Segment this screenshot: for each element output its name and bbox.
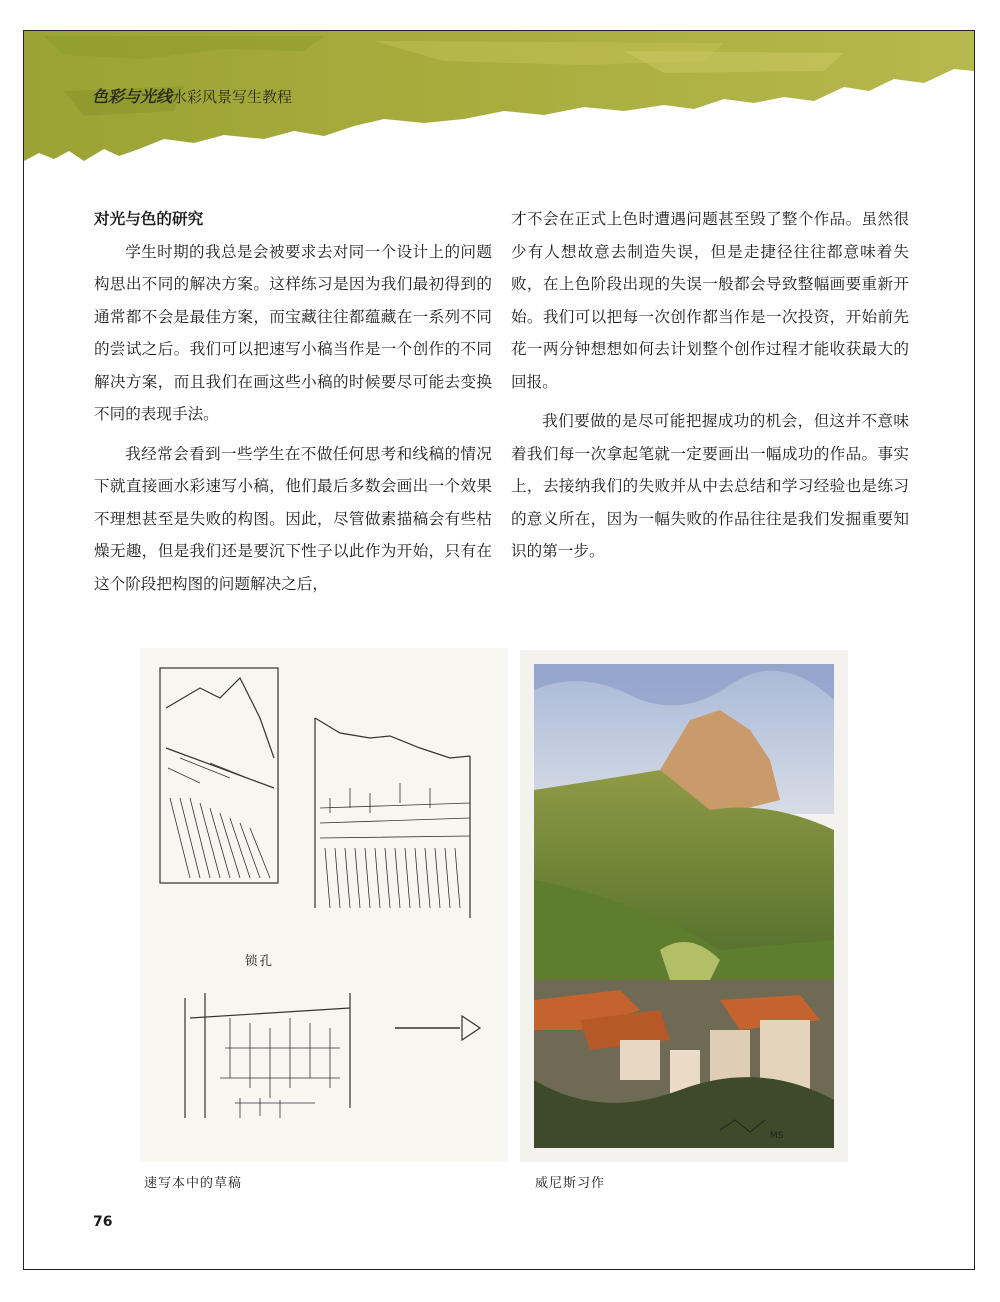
pencil-sketches-image bbox=[140, 648, 508, 1162]
watercolor-painting-figure bbox=[520, 650, 848, 1162]
pencil-sketch-figure bbox=[140, 648, 508, 1162]
book-brand-title: 色彩与光线 bbox=[92, 87, 173, 106]
page-number: 76 bbox=[93, 1214, 113, 1230]
painting-caption: 威尼斯习作 bbox=[535, 1176, 606, 1191]
paragraph: 才不会在正式上色时遭遇问题甚至毁了整个作品。虽然很少有人想故意去制造失误，但是走捷径往往都意味着失败，在上色阶段出现的失误一般都会导致整幅画要重新开始。我们可以把每一次创作都当作是一次投资，开始前先花一两分钟想想如何去计划整个创作过程才能收获最大的回报。 bbox=[511, 210, 909, 391]
right-text-column bbox=[511, 203, 909, 568]
paragraph: 学生时期的我总是会被要求去对同一个设计上的问题构思出不同的解决方案。这样练习是因为我们最初得到的通常都不会是最佳方案，而宝藏往往都蕴藏在一系列不同的尝试之后。我们可以把速写小稿当作是一个创作的不同解决方案，而且我们在画这些小稿的时候要尽可能去变换不同的表现手法。 bbox=[94, 242, 492, 423]
paragraph: 我经常会看到一些学生在不做任何思考和线稿的情况下就直接画水彩速写小稿，他们最后多数会画出一个效果不理想甚至是失败的构图。因此，尽管做素描稿会有些枯燥无趣，但是我们还是要沉下性子以此作为开始，只有在这个阶段把构图的问题解决之后， bbox=[94, 444, 492, 593]
paragraph: 我们要做的是尽可能把握成功的机会，但这并不意味着我们每一次拿起笔就一定要画出一幅成功的作品。事实上，去接纳我们的失败并从中去总结和学习经验也是练习的意义所在，因为一幅失败的作品往往是我们发掘重要知识的第一步。 bbox=[511, 412, 909, 560]
section-heading: 对光与色的研究 bbox=[94, 210, 204, 228]
sketch-label: 锁孔 bbox=[245, 953, 275, 968]
watercolor-painting-image bbox=[520, 650, 848, 1162]
painting-signature: MS bbox=[770, 1131, 784, 1141]
running-header bbox=[92, 84, 292, 107]
sketch-caption: 速写本中的草稿 bbox=[144, 1176, 243, 1191]
book-subtitle: 水彩风景写生教程 bbox=[172, 88, 293, 106]
left-text-column bbox=[94, 203, 492, 600]
